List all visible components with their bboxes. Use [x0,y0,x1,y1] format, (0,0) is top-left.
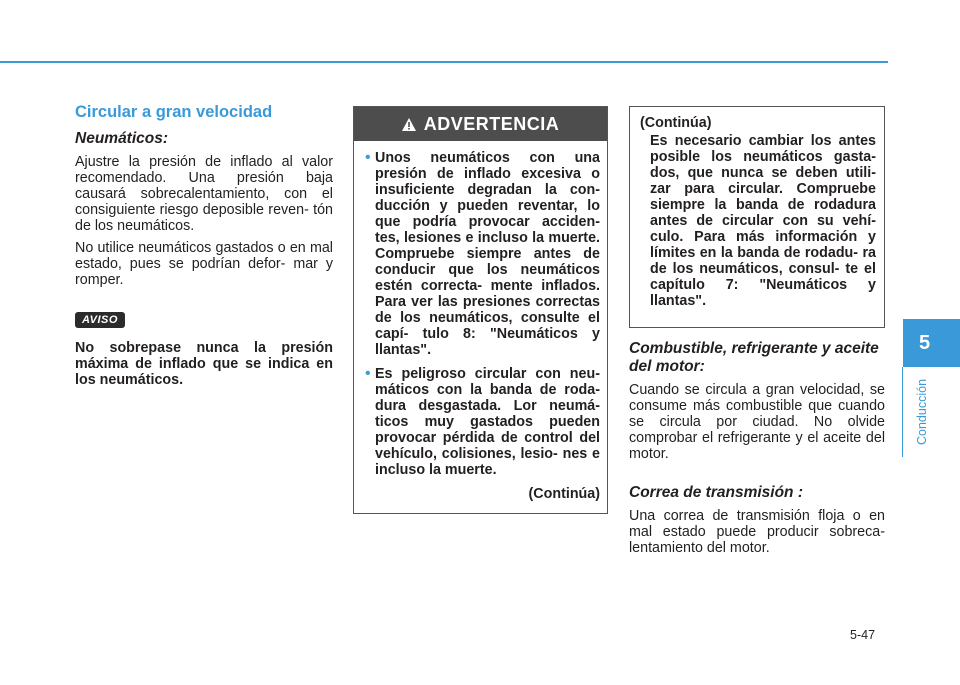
top-rule [0,61,888,63]
fuel-text: Cuando se circula a gran velocidad, se consume más combustible que cuando se circula por ciudad. No olvide comprobar el refrigerante y el aceite del motor. [629,382,885,462]
warning-bullet [365,366,600,478]
left-column [75,103,333,394]
fuel-heading: Combustible, refrigerante y aceite del motor: [629,340,879,375]
continued-text: Es necesario cambiar los antes posible los neumáticos gasta- dos, que nunca se deben utili- zar para circular. Compruebe siempre la banda de rodadura antes de circular con su vehí- culo. Para más información y límites en la banda de rodadu- ra de los neumáticos, consul- te el capítulo 7: "Neumáticos y llantas". [650,133,876,309]
warning-bullet-text: Unos neumáticos con una presión de inflado excesiva o insuficiente degradan la con- ducción y pueden reventar, lo que podría provocar acciden- tes, lesiones e incluso la muerte. Compruebe siempre antes de conducir que los neumáticos estén correcta- mente inflados. Para ver las presiones correctas de los neumáticos, consulte el capí- tulo 8: "Neumáticos y llantas". [375,150,600,358]
warning-box [353,106,608,514]
warning-bullet-text: Es peligroso circular con neu- máticos con la banda de roda- dura desgastada. Lor neumá- ticos muy gastados pueden provocar pérdida de control del vehículo, colisiones, lesio- nes e incluso la muerte. [375,366,600,478]
warning-continues: (Continúa) [528,486,600,502]
warning-triangle-icon [402,118,416,131]
bullet-icon: • [365,149,371,166]
warning-body [354,141,607,502]
continued-title: (Continúa) [640,115,712,131]
chapter-label: Conducción [915,379,929,446]
chapter-tab: 5 [903,319,960,367]
warning-header-label: ADVERTENCIA [423,113,560,134]
side-rule [902,367,903,457]
tires-heading: Neumáticos: [75,130,169,147]
section-title: Circular a gran velocidad [75,103,273,121]
continued-box [629,106,885,328]
tires-paragraph-2: No utilice neumáticos gastados o en mal estado, pues se podrían defor- mar y romper. [75,240,333,288]
bullet-icon: • [365,365,371,382]
page-number: 5-47 [850,628,876,642]
warning-header [354,107,607,141]
belt-heading: Correa de transmisión : [629,484,803,501]
notice-badge: AVISO [75,312,125,328]
notice-text: No sobrepase nunca la presión máxima de inflado que se indica en los neumáticos. [75,340,333,388]
right-column [629,340,885,562]
warning-bullet [365,150,600,358]
tires-paragraph-1: Ajustre la presión de inflado al valor recomendado. Una presión baja causará sobrecalentamiento, con el consiguiente riesgo deposible reven- tón de los neumáticos. [75,154,333,234]
belt-text: Una correa de transmisión floja o en mal estado puede producir sobreca- lentamiento del motor. [629,508,885,556]
